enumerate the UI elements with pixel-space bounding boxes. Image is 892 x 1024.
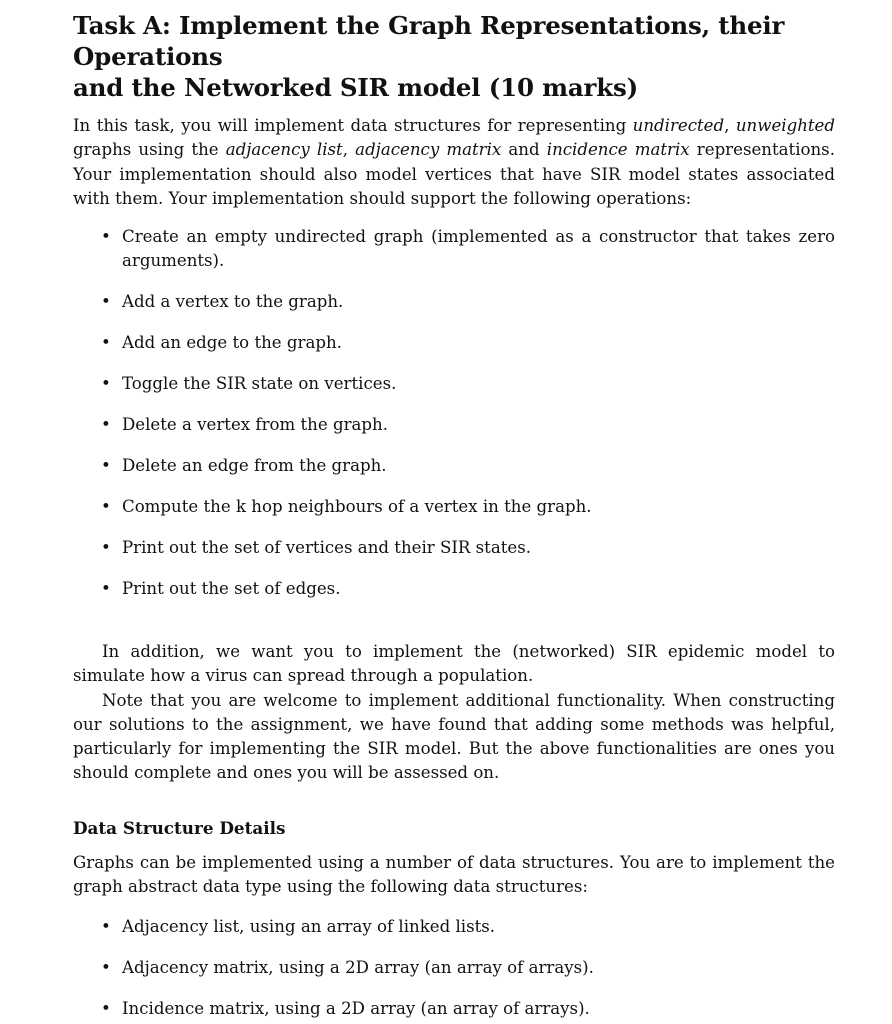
intro-em-adjacency-matrix: adjacency matrix [355,140,502,160]
list-item-text: Compute the k hop neighbours of a vertex in the graph. [122,496,592,516]
intro-text-6: representations. Your implementation should also model vertices that have SIR model states associated with them. Your implementation should support the following operations: [73,140,835,208]
list-item-text: Add an edge to the graph. [122,333,342,353]
list-item [73,225,835,274]
list-item [73,956,835,980]
list-item-text: Incidence matrix, using a 2D array (an array of arrays). [122,999,590,1019]
list-item-text: Delete a vertex from the graph. [122,415,388,435]
intro-paragraph [73,114,835,211]
bullet-icon: • [101,578,111,598]
bullet-icon: • [101,333,111,353]
bullet-icon: • [101,496,111,516]
list-item-text: Toggle the SIR state on vertices. [122,374,397,394]
intro-em-unweighted: unweighted [735,116,835,135]
task-title-line-2: and the Networked SIR model (10 marks) [73,73,639,102]
intro-text-3: graphs using the [73,140,226,160]
bullet-icon: • [101,292,111,312]
list-item [73,454,835,478]
intro-text-4: , [342,140,356,160]
document-page [73,10,835,1021]
list-item [73,536,835,560]
operations-list [73,225,835,601]
bullet-icon: • [101,537,111,557]
list-item [73,331,835,355]
list-item [73,997,835,1021]
list-item-text: Adjacency matrix, using a 2D array (an array of arrays). [122,958,594,978]
list-item-text: Create an empty undirected graph (implemented as a constructor that takes zero arguments). [122,227,835,271]
bullet-icon: • [101,958,111,978]
task-title-line-1: Task A: Implement the Graph Representations, their Operations [73,11,785,71]
intro-text-1: In this task, you will implement data structures for representing [73,116,633,135]
list-item [73,413,835,437]
intro-text-2: , [724,116,736,135]
list-item-text: Add a vertex to the graph. [122,292,344,312]
bullet-icon: • [101,374,111,394]
list-item [73,495,835,519]
intro-em-incidence-matrix: incidence matrix [546,140,690,160]
data-structure-intro: Graphs can be implemented using a number of data structures. You are to implement the graph abstract data type using the following data structures: [73,852,835,896]
list-item-text: Print out the set of vertices and their SIR states. [122,537,532,557]
task-title [73,10,835,103]
data-structure-list [73,915,835,1021]
list-item [73,372,835,396]
list-item-text: Adjacency list, using an array of linked lists. [122,917,496,937]
addition-paragraph: In addition, we want you to implement the (networked) SIR epidemic model to simulate how a virus can spread through a population. [73,641,835,686]
list-item [73,915,835,939]
list-item [73,290,835,314]
bullet-icon: • [101,415,111,435]
bullet-icon: • [101,455,111,475]
data-structure-heading: Data Structure Details [73,817,286,838]
note-paragraph: Note that you are welcome to implement additional functionality. When constructing our solutions to the assignment, we have found that adding some methods was helpful, particularly for implementing the SIR model. But the above functionalities are ones you should complete and ones you will be assessed on. [73,690,835,783]
bullet-icon: • [101,227,111,247]
list-item-text: Delete an edge from the graph. [122,455,387,475]
bullet-icon: • [101,999,111,1019]
list-item-text: Print out the set of edges. [122,578,341,598]
intro-text-5: and [501,140,547,160]
intro-em-adjacency-list: adjacency list [225,140,343,160]
intro-em-undirected: undirected [632,116,725,135]
list-item [73,577,835,601]
bullet-icon: • [101,917,111,937]
